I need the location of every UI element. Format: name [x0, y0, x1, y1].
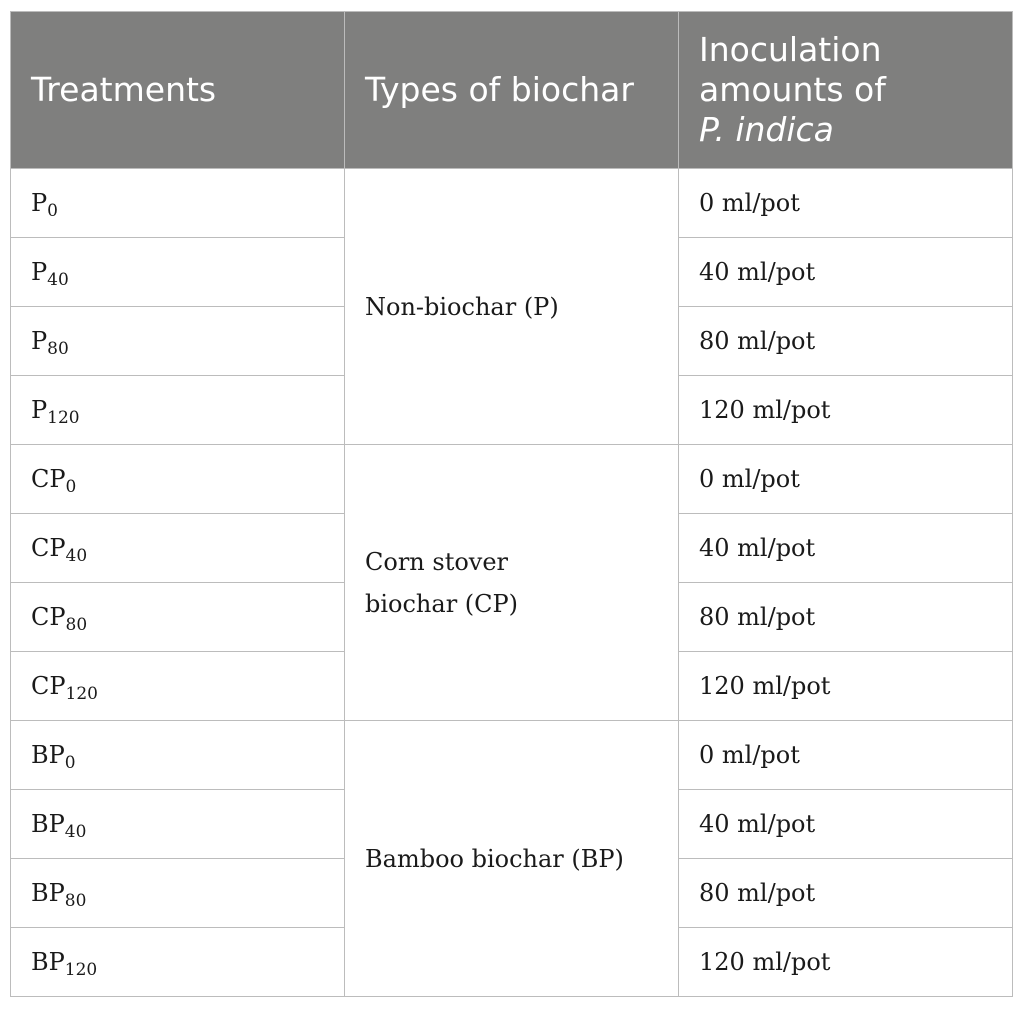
treatment-code: P — [31, 327, 48, 355]
inoculation-amount-cell: 120 ml/pot — [679, 376, 1013, 445]
header-inoculation-line1: Inoculation — [699, 30, 882, 69]
treatment-subscript: 40 — [64, 822, 87, 842]
treatment-cell — [11, 721, 345, 790]
table-row — [11, 445, 1013, 514]
header-inoculation — [679, 12, 1013, 169]
treatment-subscript: 0 — [47, 201, 58, 221]
inoculation-amount-cell: 0 ml/pot — [679, 445, 1013, 514]
treatment-code: P — [31, 189, 48, 217]
treatment-code: P — [31, 258, 48, 286]
treatment-subscript: 80 — [47, 339, 69, 359]
biochar-type-label: Corn stover — [365, 547, 509, 576]
treatment-subscript: 120 — [47, 408, 80, 428]
biochar-type-cell — [345, 721, 679, 997]
inoculation-amount-cell: 0 ml/pot — [679, 721, 1013, 790]
treatment-cell — [11, 376, 345, 445]
treatment-code: CP — [31, 603, 66, 631]
treatment-subscript: 120 — [65, 684, 98, 704]
treatment-code: P — [31, 396, 48, 424]
treatment-code: BP — [31, 879, 65, 907]
treatment-code: CP — [31, 672, 66, 700]
treatment-cell — [11, 445, 345, 514]
table-row — [11, 721, 1013, 790]
biochar-type-label: Non-biochar (P) — [365, 292, 559, 321]
biochar-type-label: biochar (CP) — [365, 589, 519, 618]
treatment-cell — [11, 928, 345, 997]
inoculation-amount-cell: 80 ml/pot — [679, 583, 1013, 652]
treatment-cell — [11, 307, 345, 376]
table-header — [11, 12, 1013, 169]
treatment-subscript: 40 — [47, 270, 69, 290]
treatment-cell — [11, 514, 345, 583]
biochar-type-cell — [345, 445, 679, 721]
treatment-subscript: 80 — [64, 891, 87, 911]
inoculation-amount-cell: 0 ml/pot — [679, 169, 1013, 238]
biochar-type-label: Bamboo biochar (BP) — [365, 844, 624, 873]
treatment-cell — [11, 652, 345, 721]
treatments-table — [10, 11, 1013, 997]
treatments-table-container — [10, 11, 1012, 997]
table-body — [11, 169, 1013, 997]
treatment-code: CP — [31, 465, 66, 493]
treatment-code: BP — [31, 810, 65, 838]
inoculation-amount-cell: 80 ml/pot — [679, 859, 1013, 928]
treatment-code: BP — [31, 948, 65, 976]
inoculation-amount-cell: 40 ml/pot — [679, 790, 1013, 859]
header-inoculation-line2: amounts of — [699, 70, 886, 109]
inoculation-amount-cell: 40 ml/pot — [679, 514, 1013, 583]
treatment-cell — [11, 859, 345, 928]
treatment-subscript: 40 — [65, 546, 88, 566]
treatment-cell — [11, 238, 345, 307]
inoculation-amount-cell: 80 ml/pot — [679, 307, 1013, 376]
treatment-subscript: 120 — [64, 960, 98, 980]
header-row — [11, 12, 1013, 169]
treatment-subscript: 80 — [65, 615, 88, 635]
treatment-cell — [11, 169, 345, 238]
treatment-subscript: 0 — [65, 477, 77, 497]
biochar-type-cell — [345, 169, 679, 445]
treatment-code: CP — [31, 534, 66, 562]
header-biochar-type-label: Types of biochar — [365, 70, 634, 109]
treatment-cell — [11, 583, 345, 652]
inoculation-amount-cell: 120 ml/pot — [679, 652, 1013, 721]
treatment-cell — [11, 790, 345, 859]
table-row — [11, 169, 1013, 238]
header-inoculation-line3: P. indica — [699, 110, 834, 149]
header-biochar-type — [345, 12, 679, 169]
treatment-subscript: 0 — [64, 753, 76, 773]
treatment-code: BP — [31, 741, 65, 769]
header-treatments-label: Treatments — [31, 70, 217, 109]
inoculation-amount-cell: 120 ml/pot — [679, 928, 1013, 997]
inoculation-amount-cell: 40 ml/pot — [679, 238, 1013, 307]
header-treatments — [11, 12, 345, 169]
